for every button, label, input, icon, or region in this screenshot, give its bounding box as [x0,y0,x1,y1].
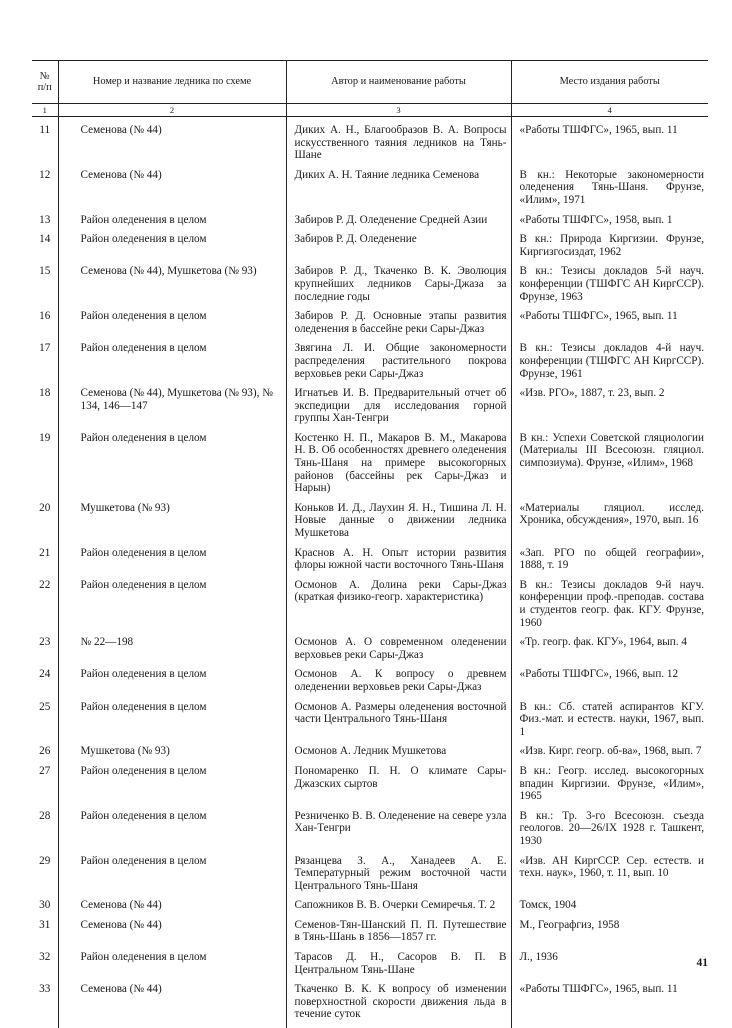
work-citation: Семенов-Тян-Шанский П. П. Путешествие в Тянь-Шань в 1856—1857 гг. [286,919,511,951]
glacier-name: Семенова (№ 44) [58,919,286,951]
row-number: 19 [32,432,58,502]
work-citation: Игнатьев И. В. Предварительный отчет об экспедиции для исследования горной группы Хан-Тенгри [286,387,511,432]
publication-place: В кн.: Тезисы докладов 4-й науч. конференции (ТШФГС АН КиргССР). Фрунзе, 1961 [511,342,708,387]
glacier-name: Мушкетова (№ 93) [58,502,286,547]
glacier-name: Район оледенения в целом [58,310,286,342]
glacier-name: Район оледенения в целом [58,810,286,855]
publication-place: «Зап. РГО по общей географии», 1888, т. 19 [511,547,708,579]
row-number: 11 [32,117,58,169]
row-number: 32 [32,951,58,983]
work-citation: Резниченко В. В. Оледенение на севере узла Хан-Тенгри [286,810,511,855]
row-number: 16 [32,310,58,342]
work-citation: Диких А. Н. Таяние ледника Семенова [286,169,511,214]
row-number: 12 [32,169,58,214]
row-number: 30 [32,899,58,919]
table-row [32,745,708,765]
table-row [32,214,708,234]
table-row [32,983,708,1028]
glacier-name: Район оледенения в целом [58,432,286,502]
publication-place: «Работы ТШФГС», 1965, вып. 11 [511,310,708,342]
glacier-name: Семенова (№ 44) [58,169,286,214]
glacier-name: Район оледенения в целом [58,701,286,746]
table-row [32,387,708,432]
work-citation: Ткаченко В. К. К вопросу об изменении поверхностной скорости движения льда в течение суток [286,983,511,1028]
publication-place: В кн.: Сб. статей аспирантов КГУ. Физ.-мат. и естеств. науки, 1967, вып. 1 [511,701,708,746]
publication-place: «Работы ТШФГС», 1966, вып. 12 [511,668,708,700]
glacier-name: Семенова (№ 44) [58,117,286,169]
row-number: 22 [32,579,58,636]
glacier-name: Семенова (№ 44), Мушкетова (№ 93) [58,265,286,310]
work-citation: Осмонов А. К вопросу о древнем оледенении верховьев реки Сары-Джаз [286,668,511,700]
table-row [32,951,708,983]
row-number: 31 [32,919,58,951]
bibliography-page [32,60,708,1028]
row-number: 13 [32,214,58,234]
table-body [32,117,708,1028]
table-row [32,899,708,919]
table-row [32,502,708,547]
work-citation: Осмонов А. О современном оледенении верховьев реки Сары-Джаз [286,636,511,668]
publication-place: В кн.: Некоторые закономерности оледенения Тянь-Шаня. Фрунзе, «Илим», 1971 [511,169,708,214]
work-citation: Осмонов А. Долина реки Сары-Джаз (краткая физико-геогр. характеристика) [286,579,511,636]
publication-place: Л., 1936 [511,951,708,983]
publication-place: В кн.: Природа Киргизии. Фрунзе, Киргизгосиздат, 1962 [511,233,708,265]
column-number: 3 [286,104,511,117]
work-citation: Рязанцева З. А., Ханадеев А. Е. Температурный режим восточной части Центрального Тянь-Шаня [286,855,511,900]
glacier-name: Район оледенения в целом [58,214,286,234]
row-number: 24 [32,668,58,700]
glacier-name: Район оледенения в целом [58,855,286,900]
column-number: 4 [511,104,708,117]
table-row [32,310,708,342]
bibliography-table [32,60,708,1028]
glacier-name: Район оледенения в целом [58,547,286,579]
work-citation: Забиров Р. Д., Ткаченко В. К. Эволюция крупнейших ледников Сары-Джаза за последние годы [286,265,511,310]
glacier-name: Семенова (№ 44) [58,983,286,1028]
work-citation: Тарасов Д. Н., Сасоров В. П. В Центральном Тянь-Шане [286,951,511,983]
table-row [32,265,708,310]
work-citation: Забиров Р. Д. Оледенение Средней Азии [286,214,511,234]
table-row [32,432,708,502]
table-row [32,701,708,746]
row-number: 28 [32,810,58,855]
table-row [32,636,708,668]
work-citation: Диких А. Н., Благообразов В. А. Вопросы искусственного таяния ледников на Тянь-Шане [286,117,511,169]
publication-place: В кн.: Успехи Советской гляциологии (Материалы III Всесоюзн. гляциол. симпозиума). Фрунзе, «Илим», 1968 [511,432,708,502]
work-citation: Звягина Л. И. Общие закономерности распределения растительного покрова верховьев реки Сары-Джаз [286,342,511,387]
glacier-name: № 22—198 [58,636,286,668]
table-row [32,810,708,855]
glacier-name: Семенова (№ 44), Мушкетова (№ 93), № 134, 146—147 [58,387,286,432]
row-number: 17 [32,342,58,387]
table-row [32,233,708,265]
glacier-name: Район оледенения в целом [58,233,286,265]
table-row [32,855,708,900]
publication-place: В кн.: Тезисы докладов 5-й науч. конференции (ТШФГС АН КиргССР). Фрунзе, 1963 [511,265,708,310]
glacier-name: Мушкетова (№ 93) [58,745,286,765]
work-citation: Пономаренко П. Н. О климате Сары-Джазских сыртов [286,765,511,810]
publication-place: В кн.: Тезисы докладов 9-й науч. конференции проф.-преподав. состава и студентов геогр. фак. КГУ. Фрунзе, 1960 [511,579,708,636]
publication-place: «Работы ТШФГС», 1965, вып. 11 [511,983,708,1028]
row-number: 29 [32,855,58,900]
row-number: 25 [32,701,58,746]
publication-place: В кн.: Тр. 3-го Всесоюзн. съезда геологов. 20—26/IX 1928 г. Ташкент, 1930 [511,810,708,855]
table-row [32,765,708,810]
table-row [32,117,708,169]
glacier-name: Район оледенения в целом [58,342,286,387]
glacier-name: Район оледенения в целом [58,951,286,983]
header-glacier: Номер и название ледника по схеме [58,61,286,104]
table-row [32,919,708,951]
table-header-row [32,61,708,104]
header-number: № п/п [32,61,58,104]
row-number: 27 [32,765,58,810]
publication-place: «Изв. РГО», 1887, т. 23, вып. 2 [511,387,708,432]
table-row [32,547,708,579]
row-number: 20 [32,502,58,547]
publication-place: «Работы ТШФГС», 1965, вып. 11 [511,117,708,169]
work-citation: Костенко Н. П., Макаров В. М., Макарова Н. В. Об особенностях древнего оледенения Тянь-Шаня на примере высокогорных районов (бассейны рек Сары-Джаз и Нарын) [286,432,511,502]
publication-place: «Изв. АН КиргССР. Сер. естеств. и техн. наук», 1960, т. 11, вып. 10 [511,855,708,900]
work-citation: Краснов А. Н. Опыт истории развития флоры южной части восточного Тянь-Шаня [286,547,511,579]
table-row [32,668,708,700]
column-number-row [32,104,708,117]
row-number: 23 [32,636,58,668]
column-number: 2 [58,104,286,117]
work-citation: Забиров Р. Д. Основные этапы развития оледенения в бассейне реки Сары-Джаз [286,310,511,342]
publication-place: «Материалы гляциол. исслед. Хроника, обсуждения», 1970, вып. 16 [511,502,708,547]
work-citation: Сапожников В. В. Очерки Семиречья. Т. 2 [286,899,511,919]
publication-place: В кн.: Геогр. исслед. высокогорных впадин Киргизии. Фрунзе, «Илим», 1965 [511,765,708,810]
row-number: 33 [32,983,58,1028]
work-citation: Забиров Р. Д. Оледенение [286,233,511,265]
publication-place: «Работы ТШФГС», 1958, вып. 1 [511,214,708,234]
publication-place: М., Географгиз, 1958 [511,919,708,951]
row-number: 15 [32,265,58,310]
work-citation: Осмонов А. Размеры оледенения восточной части Центрального Тянь-Шаня [286,701,511,746]
row-number: 21 [32,547,58,579]
glacier-name: Район оледенения в целом [58,668,286,700]
publication-place: «Тр. геогр. фак. КГУ», 1964, вып. 4 [511,636,708,668]
work-citation: Коньков И. Д., Лаухин Я. Н., Тишина Л. Н. Новые данные о движении ледника Мушкетова [286,502,511,547]
header-work: Автор и наименование работы [286,61,511,104]
publication-place: Томск, 1904 [511,899,708,919]
row-number: 18 [32,387,58,432]
column-number: 1 [32,104,58,117]
work-citation: Осмонов А. Ледник Мушкетова [286,745,511,765]
row-number: 26 [32,745,58,765]
publication-place: «Изв. Кирг. геогр. об-ва», 1968, вып. 7 [511,745,708,765]
table-row [32,342,708,387]
header-place: Место издания работы [511,61,708,104]
table-row [32,169,708,214]
row-number: 14 [32,233,58,265]
glacier-name: Район оледенения в целом [58,579,286,636]
page-number: 41 [697,957,709,969]
glacier-name: Район оледенения в целом [58,765,286,810]
glacier-name: Семенова (№ 44) [58,899,286,919]
table-row [32,579,708,636]
